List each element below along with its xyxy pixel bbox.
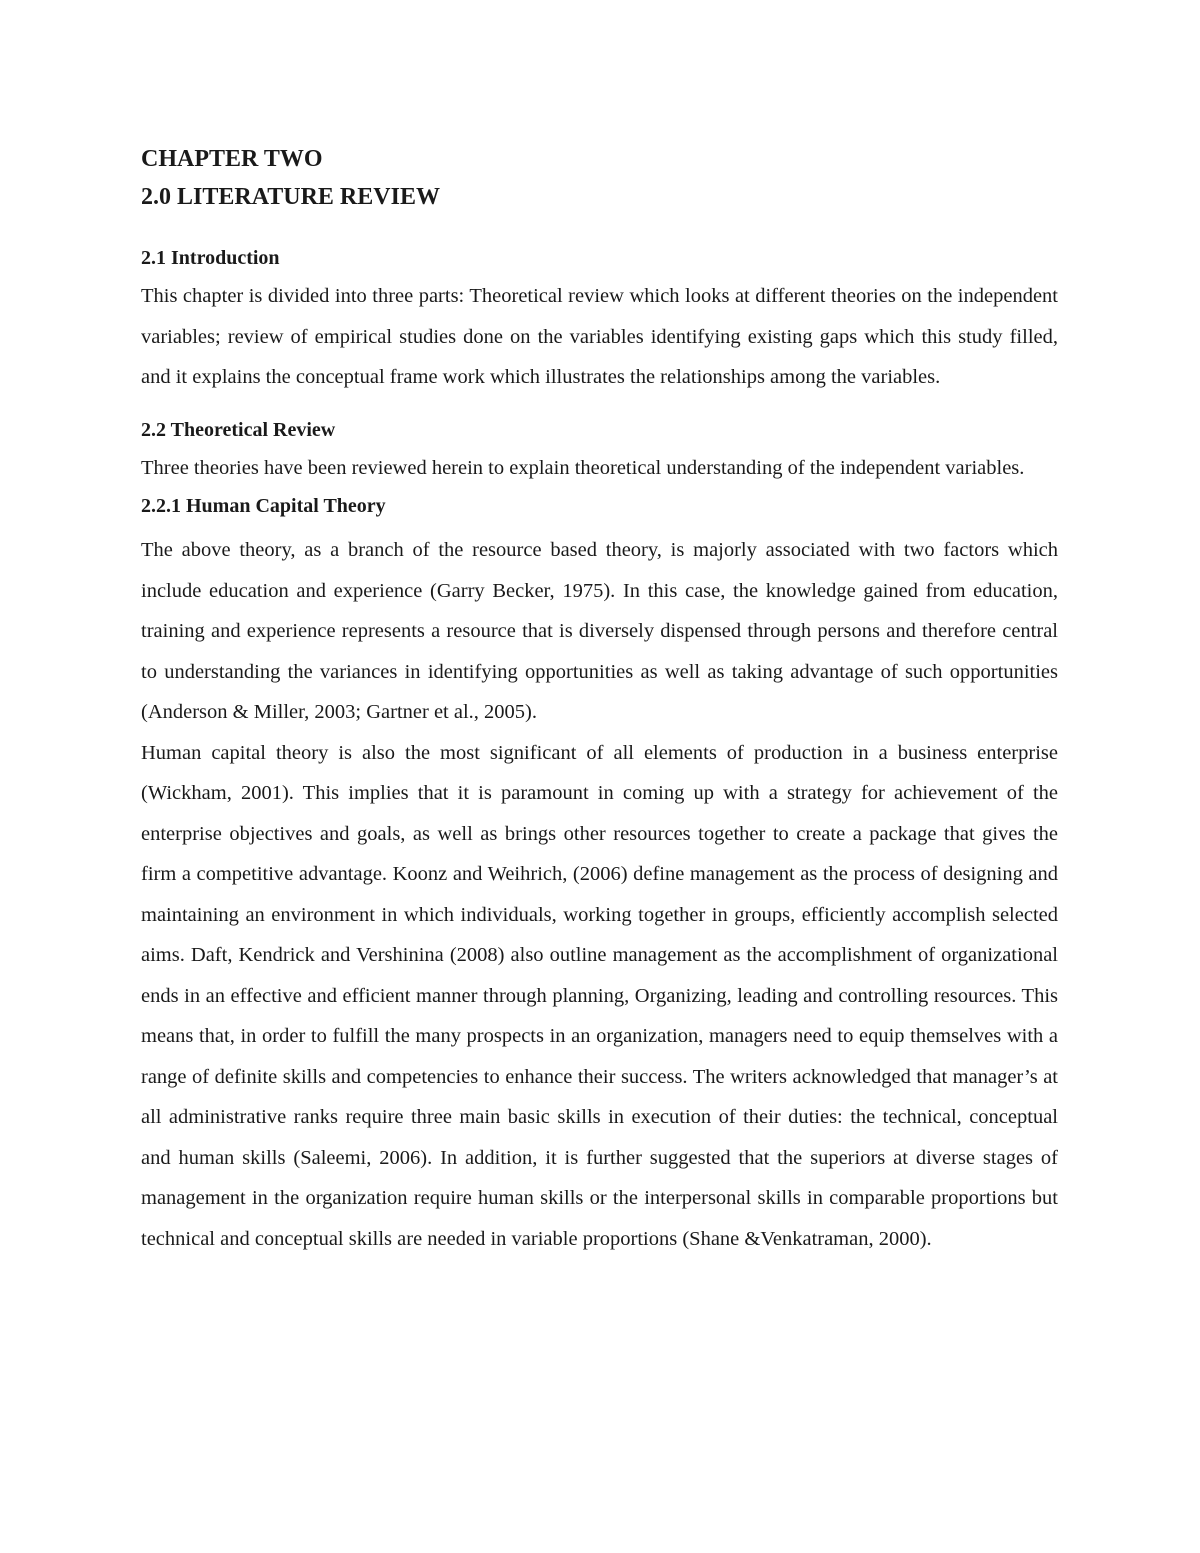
section-heading-theoretical-review: 2.2 Theoretical Review — [141, 418, 336, 441]
human-capital-paragraph-2: Human capital theory is also the most significant of all elements of production in a business enterprise (Wickham, 2001). This implies that it is paramount in coming up with a strategy for achievement of the enterprise objectives and goals, as well as brings other resources together to create a package that gives the firm a competitive advantage. Koonz and Weihrich, (2006) define management as the process of designing and maintaining an environment in which individuals, working together in groups, efficiently accomplish selected aims. Daft, Kendrick and Vershinina (2008) also outline management as the accomplishment of organizational ends in an effective and efficient manner through planning, Organizing, leading and controlling resources. This means that, in order to fulfill the many prospects in an organization, managers need to equip themselves with a range of definite skills and competencies to enhance their success. The writers acknowledged that manager’s at all administrative ranks require three main basic skills in execution of their duties: the technical, conceptual and human skills (Saleemi, 2006). In addition, it is further suggested that the superiors at diverse stages of management in the organization require human skills or the interpersonal skills in comparable proportions but technical and conceptual skills are needed in variable proportions (Shane &Venkatraman, 2000). — [141, 741, 1058, 1250]
theoretical-review-paragraph: Three theories have been reviewed herein to explain theoretical understanding of the independent variables. — [141, 456, 1025, 479]
chapter-label: CHAPTER TWO — [141, 146, 323, 172]
section-heading-introduction: 2.1 Introduction — [141, 247, 280, 269]
section-heading-human-capital-theory: 2.2.1 Human Capital Theory — [141, 495, 386, 517]
chapter-title: 2.0 LITERATURE REVIEW — [141, 184, 440, 210]
document-page — [141, 140, 1058, 1259]
human-capital-paragraph-1: The above theory, as a branch of the resource based theory, is majorly associated with two factors which include education and experience (Garry Becker, 1975). In this case, the knowledge gained from education, training and experience represents a resource that is diversely dispensed through persons and therefore central to understanding the variances in identifying opportunities as well as taking advantage of such opportunities (Anderson & Miller, 2003; Gartner et al., 2005). — [141, 539, 1058, 723]
introduction-paragraph: This chapter is divided into three parts: Theoretical review which looks at different theories on the independent variables; review of empirical studies done on the variables identifying existing gaps which this study filled, and it explains the conceptual frame work which illustrates the relationships among the variables. — [141, 285, 1058, 388]
